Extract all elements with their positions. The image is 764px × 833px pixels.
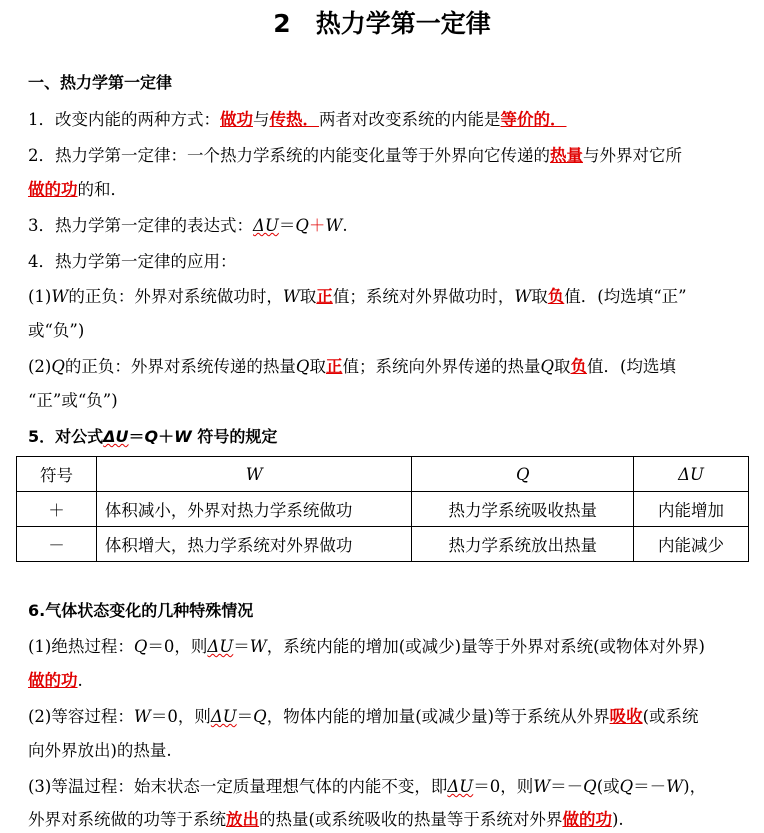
s6c-text: ＝－ bbox=[633, 777, 667, 796]
table-header-cell: ΔU bbox=[634, 457, 749, 492]
answer-heat: 热量 bbox=[550, 146, 583, 165]
formula-w: W bbox=[325, 216, 343, 235]
symbol-w: W bbox=[51, 287, 69, 306]
symbol-delta-u: ΔU bbox=[207, 637, 234, 656]
table-cell: 内能增加 bbox=[634, 492, 749, 527]
s6a-line-1 bbox=[28, 633, 705, 657]
item-4b-text: 取 bbox=[553, 357, 571, 376]
s6a-text: ＝0，则 bbox=[147, 637, 208, 656]
answer-heat-transfer: 传热． bbox=[269, 110, 319, 129]
answer-equivalent: 等价的． bbox=[500, 110, 567, 129]
symbol-q: Q bbox=[619, 777, 634, 796]
table-row bbox=[17, 492, 749, 527]
s6b-text: ，物体内能的增加量(或减少量)等于系统从外界 bbox=[266, 707, 610, 726]
item-4b-line-1 bbox=[28, 353, 676, 377]
answer-work-done: 做的功 bbox=[28, 671, 78, 690]
item-4: 4．热力学第一定律的应用： bbox=[28, 252, 237, 271]
formula-plus: ＋ bbox=[158, 427, 175, 446]
table-cell: 热力学系统放出热量 bbox=[412, 527, 634, 562]
section-heading-1: 一、热力学第一定律 bbox=[28, 73, 173, 92]
symbol-w: W bbox=[133, 707, 151, 726]
s6c-text: ＝－ bbox=[550, 777, 584, 796]
s6b-text: ＝0，则 bbox=[150, 707, 211, 726]
formula-w: W bbox=[174, 427, 192, 446]
item-4a-text: 的正负：外界对系统做功时， bbox=[68, 287, 283, 306]
item-2-text-a: 2．热力学第一定律：一个热力学系统的内能变化量等于外界向它传递的 bbox=[28, 146, 550, 165]
symbol-w: W bbox=[514, 287, 532, 306]
s6a-label: (1)绝热过程： bbox=[28, 637, 134, 656]
item-2-line-1 bbox=[28, 142, 682, 166]
item-4b-label: (2) bbox=[28, 357, 52, 376]
item-5-prefix: 5．对公式 bbox=[28, 427, 104, 446]
answer-positive: 正 bbox=[316, 287, 333, 306]
symbol-w: W bbox=[533, 777, 551, 796]
s6c-text: (或 bbox=[596, 777, 620, 796]
table-header-row bbox=[17, 457, 749, 492]
item-4a-text: 取 bbox=[531, 287, 548, 306]
answer-negative: 负 bbox=[570, 357, 587, 376]
formula-plus: ＋ bbox=[308, 216, 326, 235]
formula-equals: ＝ bbox=[128, 427, 145, 446]
answer-work: 做功 bbox=[220, 110, 253, 129]
item-4b-text: 取 bbox=[309, 357, 326, 376]
formula-period: . bbox=[342, 216, 348, 235]
s6c-text: 的热量(或系统吸收的热量等于系统对外界 bbox=[259, 810, 563, 829]
item-4a-text: 值；系统对外界做功时， bbox=[332, 287, 515, 306]
s6c-text: ). bbox=[611, 810, 624, 829]
item-2-text-c: 与外界对它所 bbox=[583, 146, 682, 165]
s6c-text: (3)等温过程：始末状态一定质量理想气体的内能不变，即 bbox=[28, 777, 448, 796]
s6b-line-2: 向外界放出)的热量. bbox=[28, 741, 172, 760]
table-header-cell: Q bbox=[412, 457, 634, 492]
symbol-q: Q bbox=[540, 357, 554, 376]
symbol-q: Q bbox=[133, 637, 148, 656]
item-4a-text: 取 bbox=[299, 287, 317, 306]
table-cell: 体积减小，外界对热力学系统做功 bbox=[96, 492, 412, 527]
s6a-text: . bbox=[77, 671, 83, 690]
answer-work-done: 做的功 bbox=[28, 180, 78, 199]
s6a-text: ＝ bbox=[233, 637, 250, 656]
s6c-text: ＝0，则 bbox=[473, 777, 534, 796]
item-1 bbox=[28, 106, 567, 130]
symbol-q: Q bbox=[51, 357, 65, 376]
symbol-w: W bbox=[249, 637, 267, 656]
sign-convention-table bbox=[16, 456, 749, 562]
symbol-q: Q bbox=[253, 707, 267, 726]
symbol-w: W bbox=[282, 287, 300, 306]
answer-negative: 负 bbox=[547, 287, 565, 306]
formula-delta-u: ΔU bbox=[253, 216, 279, 235]
table-cell: 内能减少 bbox=[634, 527, 749, 562]
section-heading-6: 6.气体状态变化的几种特殊情况 bbox=[28, 601, 254, 620]
table-cell: 热力学系统吸收热量 bbox=[412, 492, 634, 527]
s6c-text: 外界对系统做的功等于系统 bbox=[28, 810, 226, 829]
symbol-w: W bbox=[666, 777, 684, 796]
symbol-q: Q bbox=[583, 777, 597, 796]
item-3 bbox=[28, 212, 348, 236]
item-1-mid: 与 bbox=[253, 110, 270, 129]
item-4a-line-2: 或“负”) bbox=[28, 321, 85, 340]
item-3-prefix: 3．热力学第一定律的表达式： bbox=[28, 216, 253, 235]
formula-delta-u: ΔU bbox=[103, 427, 129, 446]
item-4a-text: 值．(均选填“正” bbox=[564, 287, 687, 306]
table-header-cell: 符号 bbox=[17, 457, 97, 492]
symbol-delta-u: ΔU bbox=[447, 777, 474, 796]
page-title: 2 热力学第一定律 bbox=[273, 9, 491, 38]
table-row bbox=[17, 527, 749, 562]
table-cell: ＋ bbox=[17, 492, 97, 527]
item-4b-text: 的正负：外界对系统传递的热量 bbox=[64, 357, 296, 376]
answer-work-done: 做的功 bbox=[562, 810, 612, 829]
item-4b-text: 值．(均选填 bbox=[586, 357, 676, 376]
table-cell: 体积增大，热力学系统对外界做功 bbox=[96, 527, 412, 562]
item-4b-text: 值；系统向外界传递的热量 bbox=[342, 357, 541, 376]
answer-release: 放出 bbox=[226, 810, 259, 829]
formula-q: Q bbox=[295, 216, 309, 235]
answer-absorb: 吸收 bbox=[609, 707, 643, 726]
item-4a-line-1 bbox=[28, 283, 687, 307]
s6a-text: ，系统内能的增加(或减少)量等于外界对系统(或物体对外界) bbox=[266, 637, 705, 656]
symbol-q: Q bbox=[295, 357, 310, 376]
s6c-text: )， bbox=[683, 777, 707, 796]
item-2-text-d: 的和． bbox=[77, 180, 127, 199]
s6b-label: (2)等容过程： bbox=[28, 707, 134, 726]
answer-positive: 正 bbox=[325, 357, 343, 376]
s6a-line-2 bbox=[28, 667, 83, 691]
item-1-prefix: 1．改变内能的两种方式： bbox=[28, 110, 220, 129]
table-cell: － bbox=[17, 527, 97, 562]
item-4a-label: (1) bbox=[28, 287, 52, 306]
s6c-line-1 bbox=[28, 773, 706, 797]
s6c-line-2 bbox=[28, 806, 624, 830]
table-header-cell: W bbox=[96, 457, 412, 492]
s6b-text: (或系统 bbox=[642, 707, 699, 726]
item-2-line-2 bbox=[28, 176, 127, 200]
s6b-text: ＝ bbox=[236, 707, 254, 726]
symbol-delta-u: ΔU bbox=[210, 707, 237, 726]
item-5-suffix: 符号的规定 bbox=[191, 427, 278, 446]
item-1-mid2: 两者对改变系统的内能是 bbox=[319, 110, 501, 129]
formula-q: Q bbox=[144, 427, 159, 446]
section-heading-5 bbox=[28, 424, 277, 447]
s6b-line-1 bbox=[28, 703, 699, 727]
formula-equals: ＝ bbox=[278, 216, 296, 235]
item-4b-line-2: “正”或“负”) bbox=[28, 391, 118, 410]
